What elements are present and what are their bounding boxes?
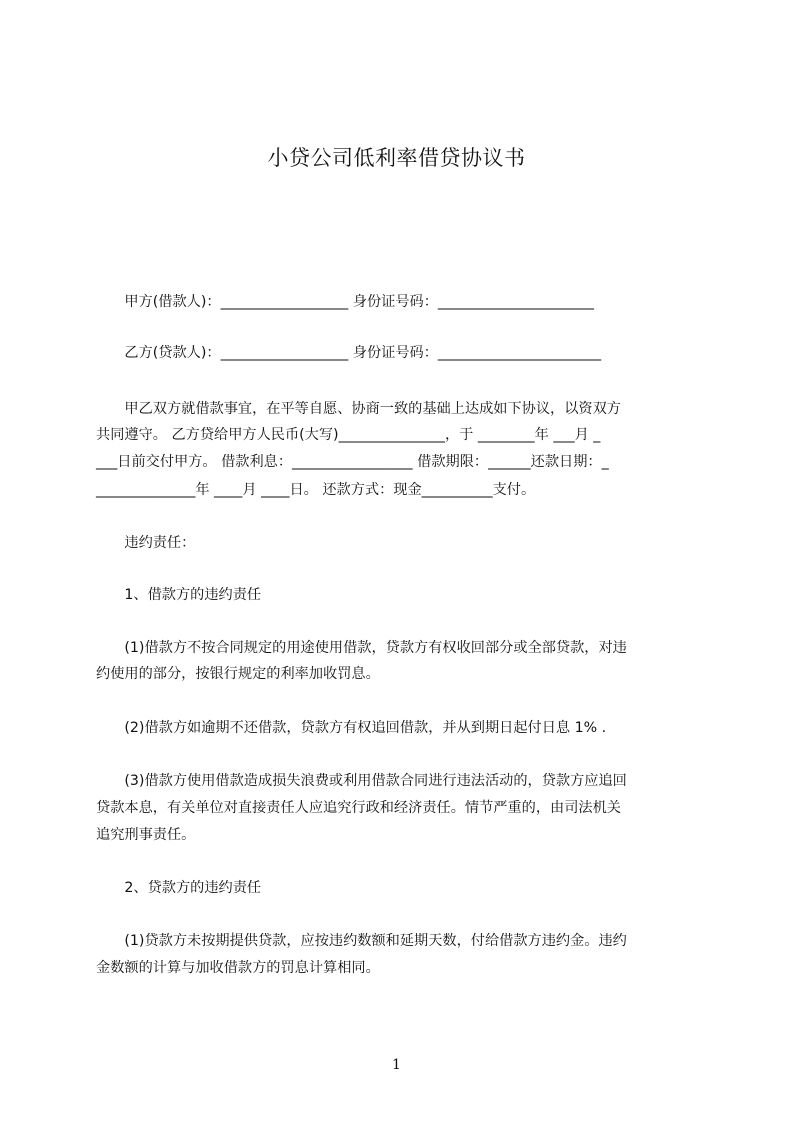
agreement-line-3: ___日前交付甲方。 借款利息：_________________ 借款期限：______还款日期：_ — [96, 454, 609, 470]
lender-breach-heading: 2、贷款方的违约责任 — [96, 880, 262, 896]
party-b-line: 乙方(贷款人)：__________________ 身份证号码：_______________________ — [96, 345, 602, 361]
borrower-clause-1-line-2: 约使用的部分，按银行规定的利率加收罚息。 — [96, 666, 380, 682]
borrower-clause-3-line-3: 追究刑事责任。 — [96, 827, 196, 843]
borrower-breach-heading: 1、借款方的违约责任 — [96, 587, 262, 603]
agreement-line-1: 甲乙双方就借款事宜，在平等自愿、协商一致的基础上达成如下协议，以资双方 — [96, 401, 621, 417]
borrower-clause-3-line-1: (3)借款方使用借款造成损失浪费或利用借款合同进行违法活动的，贷款方应追回 — [96, 773, 627, 789]
borrower-clause-1-line-1: (1)借款方不按合同规定的用途使用借款，贷款方有权收回部分或全部贷款，对违 — [96, 640, 627, 656]
party-a-line: 甲方(借款人)：__________________ 身份证号码：______________________ — [96, 294, 594, 310]
agreement-line-4: ______________年 ____月 ____日。 还款方式：现金__________支付。 — [96, 482, 536, 498]
borrower-clause-2: (2)借款方如逾期不还借款，贷款方有权追回借款，并从到期日起付日息 1% . — [96, 720, 607, 736]
page-number: 1 — [392, 1057, 401, 1073]
borrower-clause-3-line-2: 贷款本息，有关单位对直接责任人应追究行政和经济责任。情节严重的，由司法机关 — [96, 800, 621, 816]
breach-heading: 违约责任： — [96, 535, 196, 551]
lender-clause-1-line-2: 金数额的计算与加收借款方的罚息计算相同。 — [96, 960, 380, 976]
agreement-line-2: 共同遵守。 乙方贷给甲方人民币(大写)_______________，于 ________年 ___月 _ — [96, 427, 601, 443]
document-title: 小贷公司低利率借贷协议书 — [267, 146, 526, 170]
lender-clause-1-line-1: (1)贷款方未按期提供贷款，应按违约数额和延期天数，付给借款方违约金。违约 — [96, 933, 627, 949]
